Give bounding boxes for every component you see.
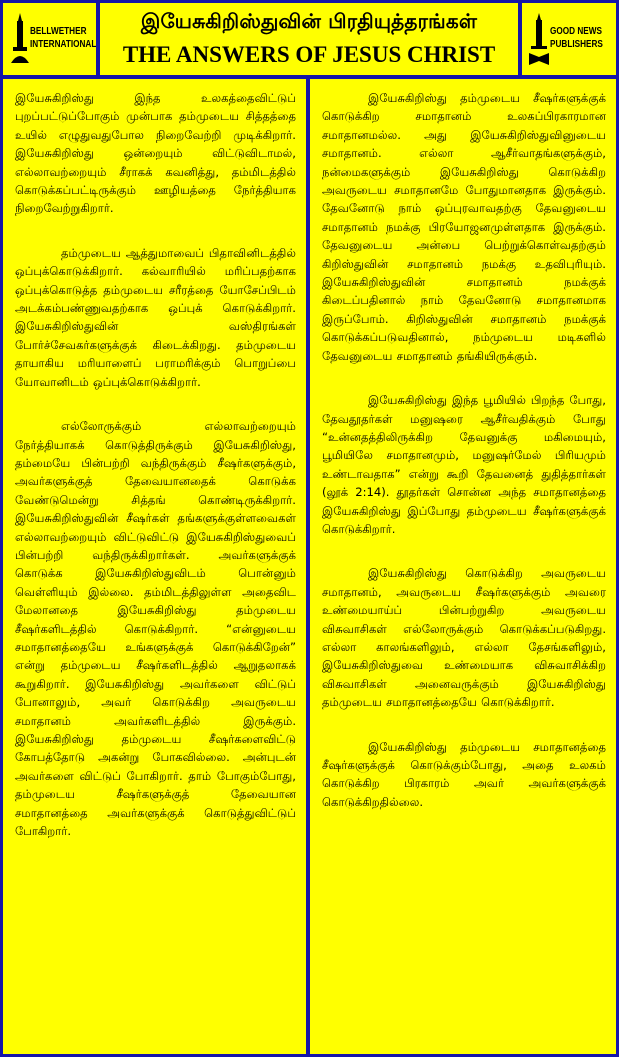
left-paragraph-2: தம்முடைய ஆத்துமாவைப் பிதாவினிடத்தில் ஒப்புக்கொடுக்கிறார். கல்வாரியில் மரிப்பதற்காக ஒப்புக்கொடுத்த தம்முடைய சரீரத்தை யோசேப்பிடம் அடக்கம்பண்ணுவதற்காக ஒப்புக் கொடுக்கிறார். இயேசுகிறிஸ்துவின் வஸ்திரங்கள் போர்ச்சேவகர்களுக்குக் கிடைக்கிறது. தம்முடைய தாயாகிய மரியாளைப் பராமரிக்கும் பொறுப்பை யோவானிடம் ஒப்புக்கொடுக்கிறார். <box>15 245 296 389</box>
bellwether-logo <box>3 3 96 75</box>
bellwether-logo-text <box>30 25 96 51</box>
right-paragraph-4: இயேசுகிறிஸ்து தம்முடைய சமாதானத்தை சீஷர்களுக்குக் கொடுக்கும்போது, அதை உலகம் கொடுக்கிற பிரகாரம் அவர் அவர்களுக்குக் கொடுக்கிறதில்லை. <box>322 739 606 809</box>
bellwether-logo-line1: BELLWETHER <box>30 26 87 37</box>
good-news-logo-line2: PUBLISHERS <box>550 39 603 50</box>
right-paragraph-3: இயேசுகிறிஸ்து கொடுக்கிற அவருடைய சமாதானம், அவருடைய சீஷர்களுக்கும் அவரை உண்மையாய்ப் பின்பற்றுகிற அவருடைய விசுவாசிகள் எல்லோருக்கும் கொடுக்கப்படுகிறது. எல்லா காலங்களிலும், எல்லா தேசங்களிலும், இயேசுகிறிஸ்துவை உண்மையாக விசுவாசிக்கிற விசுவாசிகள் அனைவருக்கும் இயேசுகிறிஸ்து தம்முடைய சமாதானத்தையே கொடுக்கிறார். <box>322 566 606 710</box>
good-news-logo <box>522 3 616 75</box>
left-column <box>3 79 306 1054</box>
right-paragraph-1: இயேசுகிறிஸ்து தம்முடைய சீஷர்களுக்குக் கொடுக்கிற சமாதானம் உலகப்பிரகாரமான சமாதானமல்ல. அது இயேசுகிறிஸ்துவினுடைய சமாதானம். எல்லா ஆசீர்வாதங்களுக்கும், நன்மைகளுக்கும் இயேசுகிறிஸ்து கொடுக்கிற அவருடைய சமாதானமே போதுமானதாக இருக்கும். தேவனோடு நாம் ஒப்புரவாவதற்கு தேவனுடைய சமாதானம் நமக்கு பிரயோஜனமுள்ளதாக இருக்கும். தேவனுடைய அன்பை பெற்றுக்கொள்வதற்கும் கிறிஸ்துவின் சமாதானம் நமக்கு உதவிபுரியும். இயேசுகிறிஸ்துவின் சமாதானம் நமக்குக் கிடைப்பதினால் நாம் தேவனோடு சமாதானமாக இருப்போம். கிறிஸ்துவின் சமாதானம் நமக்குக் கொடுக்கப்படுவதினால், நம்முடைய மடிகளில் தேவனுடைய சமாதானம் தங்கியிருக்கும். <box>322 91 606 363</box>
left-paragraph-1: இயேசுகிறிஸ்து இந்த உலகத்தைவிட்டுப் புறப்பட்டுப்போகும் முன்பாக தம்முடைய சித்தத்தை உயில் எழுதுவதுபோல நிறைவேற்றி முடிக்கிறார். இயேசுகிறிஸ்து ஒன்றையும் விட்டுவிடாமல், எல்லாவற்றையும் சீராகக் கவனித்து, தம்மிடத்தில் கொடுக்கப்பட்டிருக்கும் ஊழியத்தை நேர்த்தியாக நிறைவேற்றுகிறார். <box>15 91 296 216</box>
english-title: THE ANSWERS OF JESUS CHRIST <box>122 42 496 67</box>
right-paragraph-2: இயேசுகிறிஸ்து இந்த பூமியில் பிறந்த போது, தேவதூதர்கள் மனுஷரை ஆசீர்வதிக்கும் போது “உன்னதத்திலிருக்கிற தேவனுக்கு மகிமையும், பூமியிலே சமாதானமும், மனுஷர்மேல் பிரியமும் உண்டாவதாக” என்று கூறி தேவனைத் துதித்தார்கள் (லூக் 2:14). தூதர்கள் சொன்ன அந்த சமாதானத்தை இயேசுகிறிஸ்து இப்போது தம்முடைய சீஷர்களுக்குக் கொடுக்கிறார். <box>322 393 606 536</box>
page-header <box>100 3 518 75</box>
good-news-logo-text <box>550 25 603 51</box>
tamil-title: இயேசுகிறிஸ்துவின் பிரதியுத்தரங்கள் <box>140 9 478 33</box>
left-paragraph-3: எல்லோருக்கும் எல்லாவற்றையும் நேர்த்தியாகக் கொடுத்திருக்கும் இயேசுகிறிஸ்து, தம்மையே பின்பற்றி வந்திருக்கும் சீஷர்களுக்கும், அவர்களுக்குத் தேவையானதைக் கொடுக்க வேண்டுமென்று சித்தங் கொண்டிருக்கிறார். இயேசுகிறிஸ்துவின் சீஷர்கள் தங்களுக்குள்ளவைகள் எல்லாவற்றையும் விட்டுவிட்டு இயேசுகிறிஸ்துவைப் பின்பற்றி வந்திருக்கிறார்கள். அவர்களுக்குக் கொடுக்க இயேசுகிறிஸ்துவிடம் பொன்னும் வெள்ளியும் இல்லை. தம்மிடத்திலுள்ள அதைவிட மேலானதை இயேசுகிறிஸ்து தம்முடைய சீஷர்களிடத்தில் கொடுக்கிறார். “என்னுடைய சமாதானத்தையே உங்களுக்குக் கொடுக்கிறேன்” என்று தம்முடைய சீஷர்களிடத்தில் ஆறுதலாகக் கூறுகிறார். இயேசுகிறிஸ்து அவர்களை விட்டுப் போனாலும், அவர் கொடுக்கிற அவருடைய சமாதானம் அவர்களிடத்தில் இருக்கும். இயேசுகிறிஸ்து தம்முடைய சீஷர்களைவிட்டு கோபத்தோடு அகன்று போகவில்லை. அன்புடன் அவர்களை விட்டுப் போகிறார். தாம் போகும்போது, தம்முடைய சீஷர்களுக்குத் தேவையான சமாதானத்தை அவர்களுக்குக் கொடுத்துவிட்டுப் போகிறார். <box>15 419 296 839</box>
book-icon <box>528 11 550 67</box>
good-news-logo-line1: GOOD NEWS <box>550 26 602 37</box>
bellwether-logo-line2: INTERNATIONAL <box>30 39 96 50</box>
bellwether-icon <box>9 11 31 67</box>
right-column <box>310 79 616 1054</box>
